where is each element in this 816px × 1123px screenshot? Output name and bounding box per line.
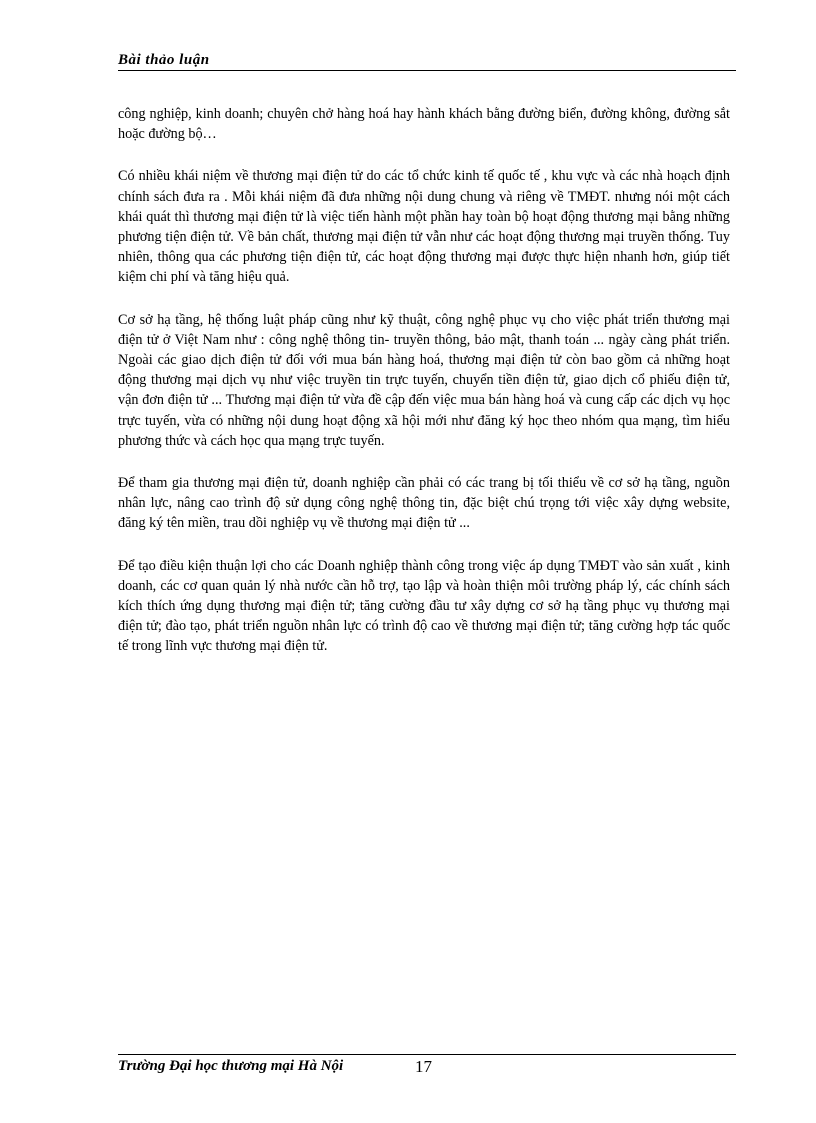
page-number: 17 <box>415 1057 432 1076</box>
page-footer <box>118 1054 736 1076</box>
header-title: Bài thảo luận <box>118 52 210 68</box>
paragraph-3: Cơ sở hạ tầng, hệ thống luật pháp cũng như kỹ thuật, công nghệ phục vụ cho việc phát triển thương mại điện tử ở Việt Nam như : công nghệ thông tin- truyền thông, bảo mật, thanh toán ... ngày càng phát triển. Ngoài các giao dịch điện tử đối với mua bán hàng hoá, thương mại điện tử còn bao gồm cả những hoạt động thương mại dịch vụ như việc truyền tin trực tuyến, chuyển tiền điện tử, giao dịch cổ phiếu điện tử, vận đơn điện tử ... Thương mại điện tử vừa đề cập đến việc mua bán hàng hoá và cung cấp các dịch vụ học trực tuyến, vừa có những nội dung hoạt động xã hội mới như đăng ký học theo nhóm qua mạng, tìm hiểu phương thức và cách học qua mạng trực tuyến. <box>118 311 730 449</box>
paragraph-5: Để tạo điều kiện thuận lợi cho các Doanh nghiệp thành công trong việc áp dụng TMĐT vào sản xuất , kinh doanh, các cơ quan quản lý nhà nước cần hỗ trợ, tạo lập và hoàn thiện môi trường pháp lý, các chính sách kích thích ứng dụng thương mại điện tử; tăng cường đầu tư xây dựng cơ sở hạ tầng phục vụ thương mại điện tử; đào tạo, phát triển nguồn nhân lực có trình độ cao về thương mại điện tử; tăng cường hợp tác quốc tế trong lĩnh vực thương mại điện tử. <box>118 557 730 655</box>
footer-text: Trường Đại học thương mại Hà Nội <box>118 1058 344 1074</box>
paragraph-1: công nghiệp, kinh doanh; chuyên chở hàng hoá hay hành khách bằng đường biển, đường không, đường sắt hoặc đường bộ… <box>118 106 730 143</box>
page-header <box>118 50 736 71</box>
paragraph-2: Có nhiều khái niệm về thương mại điện tử do các tổ chức kinh tế quốc tế , khu vực và các nhà hoạch định chính sách đưa ra . Mỗi khái niệm đã đưa những nội dung chung và riêng về TMĐT. nhưng nói một cách khái quát thì thương mại điện tử là việc tiến hành một phần hay toàn bộ hoạt động thương mại bằng những phương tiện điện tử. Về bản chất, thương mại điện tử vẫn như các hoạt động thương mại truyền thống. Tuy nhiên, thông qua các phương tiện điện tử, các hoạt động thương mại được thực hiện nhanh hơn, giúp tiết kiệm chi phí và tăng hiệu quả. <box>118 168 730 286</box>
paragraph-4: Để tham gia thương mại điện tử, doanh nghiệp cần phải có các trang bị tối thiểu về cơ sở hạ tầng, nguồn nhân lực, nâng cao trình độ sử dụng công nghệ thông tin, đặc biệt chú trọng tới việc xây dựng website, đăng ký tên miền, trau dồi nghiệp vụ về thương mại điện tử ... <box>118 475 730 532</box>
document-body <box>118 104 730 679</box>
